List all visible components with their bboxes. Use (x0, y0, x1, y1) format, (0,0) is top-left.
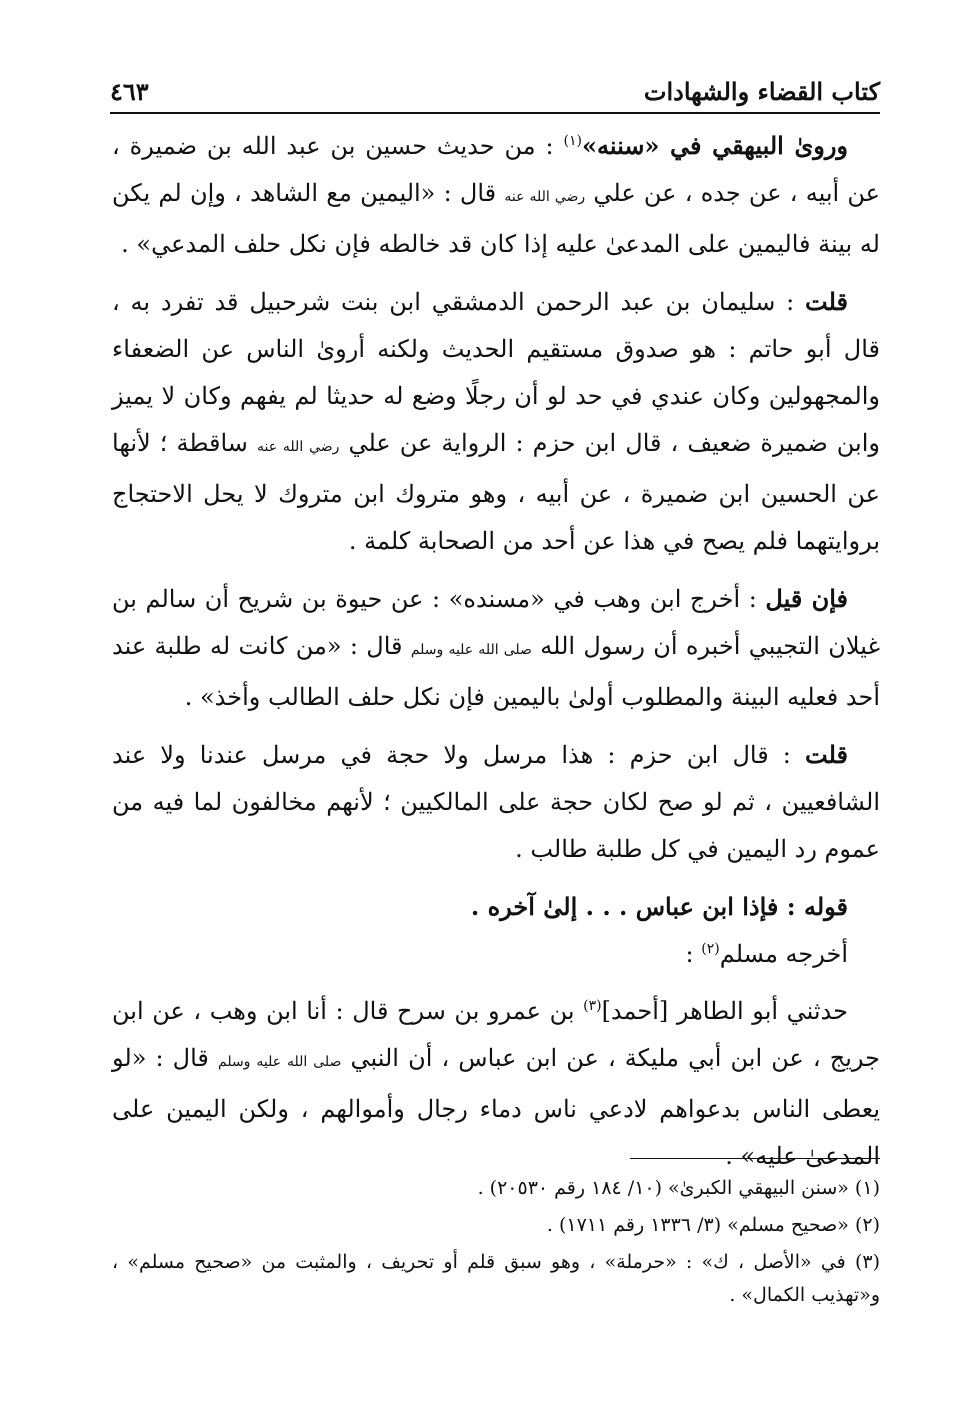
paragraph-bayhaqi (112, 122, 880, 268)
footnote-ref-2: (٢) (701, 941, 720, 957)
paragraph-lead: وروىٰ البيهقي في «سننه» (581, 131, 848, 160)
paragraph-text: قال : «اليمين مع الشاهد ، وإن لم يكن له بينة فاليمين على المدعىٰ عليه إذا كان قد خالطه فإن نكل حلف المدعي» . (112, 179, 880, 258)
paragraph-lead: فإن قيل (765, 584, 849, 613)
paragraph-text: قال : «لو يعطى الناس بدعواهم لادعي ناس دماء رجال وأموالهم ، ولكن اليمين على المدعىٰ عليه» . (112, 1044, 880, 1170)
paragraph-text: حدثني أبو الطاهر [أحمد] (601, 997, 848, 1025)
honorific-glyph: رضي الله عنه (256, 439, 340, 455)
paragraph-qult-2 (112, 731, 880, 873)
paragraph-lead: قلت (805, 740, 848, 769)
paragraph-text: قال : «من كانت له طلبة عند أحد فعليه البينة والمطلوب أولىٰ باليمين فإن نكل حلف الطالب وأخذ» . (112, 632, 880, 711)
paragraph-fa-in-qila (112, 575, 880, 721)
paragraph-qawluhu (112, 883, 880, 931)
paragraph-text: ساقطة ؛ لأنها عن الحسين ابن ضميرة ، عن أبيه ، وهو متروك ابن متروك لا يحل الاحتجاج بروايتهما فلم يصح في هذا عن أحد من الصحابة كلمة . (112, 429, 880, 555)
honorific-glyph: صلى الله عليه وسلم (218, 1054, 342, 1070)
paragraph-qult-1 (112, 278, 880, 565)
page-header (110, 62, 880, 114)
footnote-divider (630, 1158, 880, 1159)
honorific-glyph: رضي الله عنه (504, 189, 586, 205)
paragraph-text: أخرجه مسلم (719, 940, 848, 968)
body-text (112, 122, 880, 1180)
paragraph-text: بن عمرو بن سرح قال : أنا ابن وهب ، عن ابن جريج ، عن ابن أبي مليكة ، عن ابن عباس ، أن النبي (112, 997, 881, 1072)
paragraph-text: : سليمان بن عبد الرحمن الدمشقي ابن بنت شرحبيل قد تفرد به ، قال أبو حاتم : هو صدوق مستقيم الحديث ولكنه أروىٰ الناس عن الضعفاء والمجهولين وكان عندي في حد لو أن رجلًا وضع له حديثا لم يفهم وكان لا يميز وابن ضميرة ضعيف ، قال ابن حزم : الرواية عن علي (112, 288, 881, 457)
paragraph-hadith (112, 988, 880, 1180)
paragraph-text: : أخرج ابن وهب في «مسنده» : عن حيوة بن شريح أن سالم بن غيلان التجيبي أخبره أن رسول الله (112, 585, 881, 660)
page-number: ٤٦٣ (110, 77, 149, 106)
running-title: كتاب القضاء والشهادات (643, 77, 880, 106)
footnote-3: (٣) في «الأصل ، ك» : «حرملة» ، وهو سبق قلم أو تحريف ، والمثبت من «صحيح مسلم» ، و«تهذيب الكمال» . (112, 1251, 880, 1306)
footnote-1: (١) «سنن البيهقي الكبرىٰ» (١٠/ ١٨٤ رقم ٢٠٥٣٠) . (477, 1177, 880, 1199)
footnote-ref-3: (٣) (583, 998, 602, 1014)
honorific-glyph: صلى الله عليه وسلم (410, 642, 532, 658)
paragraph-text: : من حديث حسين بن عبد الله بن ضميرة ، عن أبيه ، عن جده ، عن علي (112, 132, 880, 207)
paragraph-text: : قال ابن حزم : هذا مرسل ولا حجة في مرسل عندنا ولا عند الشافعيين ، ثم لو صح لكان حجة على المالكيين ؛ لأنهم مخالفون لما فيه من عموم رد اليمين في كل طلبة طالب . (112, 741, 880, 863)
paragraph-text: : (685, 940, 702, 968)
section-heading: قوله : فإذا ابن عباس . . . إلىٰ آخره . (470, 892, 848, 921)
paragraph-lead: قلت (805, 287, 848, 316)
paragraph-muslim-ref (112, 931, 880, 978)
footnote-2: (٢) «صحيح مسلم» (٣/ ١٣٣٦ رقم ١٧١١) . (546, 1214, 880, 1236)
footnote-ref-1: (١) (563, 133, 582, 149)
footnotes (112, 1172, 880, 1316)
